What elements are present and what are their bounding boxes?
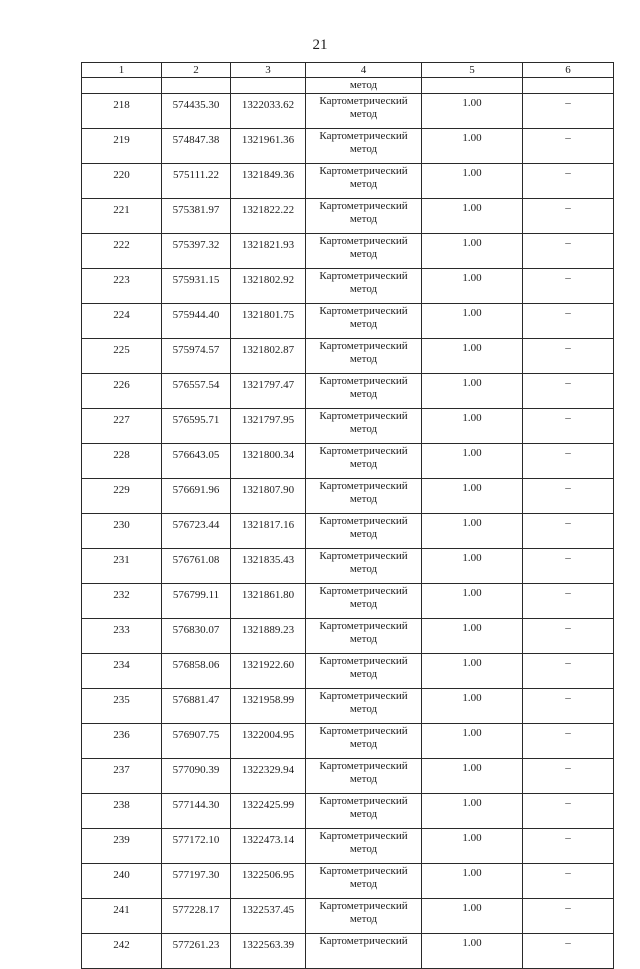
description-cell: – — [523, 199, 614, 234]
x-coordinate-cell: 577090.39 — [162, 759, 231, 794]
y-coordinate-cell: 1322004.95 — [231, 724, 306, 759]
table-row — [82, 864, 614, 899]
point-number-cell: 220 — [82, 164, 162, 199]
point-number-cell: 228 — [82, 444, 162, 479]
description-cell: – — [523, 549, 614, 584]
precision-cell: 1.00 — [422, 374, 523, 409]
method-line-1: Картометрический — [319, 270, 408, 282]
x-coordinate-cell: 576691.96 — [162, 479, 231, 514]
x-coordinate-cell: 576830.07 — [162, 619, 231, 654]
table-row — [82, 374, 614, 409]
table-row — [82, 619, 614, 654]
method-cell — [306, 934, 422, 969]
x-coordinate-cell: 576643.05 — [162, 444, 231, 479]
method-cell — [306, 899, 422, 934]
table-row — [82, 269, 614, 304]
table-row — [82, 444, 614, 479]
method-line-1: Картометрический — [319, 865, 408, 877]
method-line-2: метод — [349, 913, 378, 925]
method-line-1: Картометрический — [319, 900, 408, 912]
description-cell: – — [523, 269, 614, 304]
table-row — [82, 94, 614, 129]
description-cell: – — [523, 619, 614, 654]
method-line-1: Картометрический — [319, 620, 408, 632]
x-coordinate-cell: 575381.97 — [162, 199, 231, 234]
table-row — [82, 234, 614, 269]
method-line-2: метод — [349, 458, 378, 470]
x-coordinate-cell: 575931.15 — [162, 269, 231, 304]
table-row — [82, 514, 614, 549]
precision-cell: 1.00 — [422, 234, 523, 269]
description-cell: – — [523, 94, 614, 129]
precision-cell: 1.00 — [422, 654, 523, 689]
method-cell — [306, 829, 422, 864]
x-coordinate-cell: 577228.17 — [162, 899, 231, 934]
method-line-2: метод — [349, 353, 378, 365]
description-cell: – — [523, 234, 614, 269]
point-number-cell: 236 — [82, 724, 162, 759]
y-coordinate-cell: 1321807.90 — [231, 479, 306, 514]
description-cell: – — [523, 479, 614, 514]
column-header: 5 — [422, 63, 523, 78]
precision-cell: 1.00 — [422, 164, 523, 199]
method-line-1: Картометрический — [319, 235, 408, 247]
method-line-1: Картометрический — [319, 935, 408, 947]
method-line-1: Картометрический — [319, 410, 408, 422]
y-coordinate-cell: 1321802.87 — [231, 339, 306, 374]
y-coordinate-cell: 1322329.94 — [231, 759, 306, 794]
precision-cell: 1.00 — [422, 339, 523, 374]
table-row — [82, 654, 614, 689]
method-line-2: метод — [349, 738, 378, 750]
y-coordinate-cell: 1322506.95 — [231, 864, 306, 899]
method-line-2: метод — [349, 633, 378, 645]
x-coordinate-cell: 575397.32 — [162, 234, 231, 269]
y-coordinate-cell: 1321922.60 — [231, 654, 306, 689]
y-coordinate-cell: 1321961.36 — [231, 129, 306, 164]
y-coordinate-cell: 1321801.75 — [231, 304, 306, 339]
x-coordinate-cell: 576907.75 — [162, 724, 231, 759]
x-coordinate-cell: 576595.71 — [162, 409, 231, 444]
coordinates-table — [81, 62, 614, 969]
table-row — [82, 479, 614, 514]
y-coordinate-cell: 1321889.23 — [231, 619, 306, 654]
precision-cell: 1.00 — [422, 864, 523, 899]
x-coordinate-cell: 576858.06 — [162, 654, 231, 689]
table-row — [82, 794, 614, 829]
description-cell: – — [523, 129, 614, 164]
method-cell — [306, 339, 422, 374]
column-header: 2 — [162, 63, 231, 78]
point-number-cell: 224 — [82, 304, 162, 339]
precision-cell: 1.00 — [422, 899, 523, 934]
y-coordinate-cell: 1321821.93 — [231, 234, 306, 269]
method-cell — [306, 409, 422, 444]
continuation-row — [82, 78, 614, 94]
description-cell: – — [523, 689, 614, 724]
precision-cell: 1.00 — [422, 129, 523, 164]
point-number-cell: 226 — [82, 374, 162, 409]
y-coordinate-cell: 1321849.36 — [231, 164, 306, 199]
point-number-cell: 242 — [82, 934, 162, 969]
method-line-2: метод — [349, 703, 378, 715]
method-line-1: Картометрический — [319, 515, 408, 527]
method-cell — [306, 479, 422, 514]
table-row — [82, 759, 614, 794]
table-row — [82, 164, 614, 199]
point-number-cell: 231 — [82, 549, 162, 584]
method-cell — [306, 654, 422, 689]
method-line-1: Картометрический — [319, 585, 408, 597]
x-coordinate-cell: 576761.08 — [162, 549, 231, 584]
x-coordinate-cell: 576881.47 — [162, 689, 231, 724]
point-number-cell: 227 — [82, 409, 162, 444]
table-row — [82, 899, 614, 934]
y-coordinate-cell: 1321958.99 — [231, 689, 306, 724]
method-cell — [306, 444, 422, 479]
method-cell — [306, 164, 422, 199]
continuation-method-cell: метод — [306, 78, 422, 94]
x-coordinate-cell: 575974.57 — [162, 339, 231, 374]
method-line-2: метод — [349, 668, 378, 680]
description-cell: – — [523, 654, 614, 689]
method-cell — [306, 864, 422, 899]
column-header: 6 — [523, 63, 614, 78]
x-coordinate-cell: 575944.40 — [162, 304, 231, 339]
table-row — [82, 724, 614, 759]
description-cell: – — [523, 934, 614, 969]
method-line-1: Картометрический — [319, 340, 408, 352]
method-line-2: метод — [349, 318, 378, 330]
method-line-1: Картометрический — [319, 725, 408, 737]
method-line-1: Картометрический — [319, 130, 408, 142]
precision-cell: 1.00 — [422, 689, 523, 724]
y-coordinate-cell: 1322425.99 — [231, 794, 306, 829]
table-row — [82, 199, 614, 234]
method-line-1: Картометрический — [319, 200, 408, 212]
description-cell: – — [523, 724, 614, 759]
method-line-2: метод — [349, 528, 378, 540]
method-line-1: Картометрический — [319, 550, 408, 562]
column-header: 1 — [82, 63, 162, 78]
method-cell — [306, 689, 422, 724]
precision-cell: 1.00 — [422, 619, 523, 654]
point-number-cell: 229 — [82, 479, 162, 514]
page-number: 21 — [312, 37, 328, 53]
point-number-cell: 230 — [82, 514, 162, 549]
description-cell: – — [523, 304, 614, 339]
method-cell — [306, 199, 422, 234]
x-coordinate-cell: 577144.30 — [162, 794, 231, 829]
method-cell — [306, 374, 422, 409]
method-line-2: метод — [349, 493, 378, 505]
y-coordinate-cell: 1322563.39 — [231, 934, 306, 969]
method-cell — [306, 304, 422, 339]
method-line-1: Картометрический — [319, 165, 408, 177]
description-cell: – — [523, 864, 614, 899]
precision-cell: 1.00 — [422, 584, 523, 619]
table-header-row — [82, 63, 614, 78]
description-cell: – — [523, 514, 614, 549]
y-coordinate-cell: 1322537.45 — [231, 899, 306, 934]
method-line-2: метод — [349, 283, 378, 295]
method-line-1: Картометрический — [319, 480, 408, 492]
point-number-cell: 234 — [82, 654, 162, 689]
description-cell: – — [523, 829, 614, 864]
description-cell: – — [523, 164, 614, 199]
y-coordinate-cell: 1321822.22 — [231, 199, 306, 234]
method-line-2: метод — [349, 808, 378, 820]
method-cell — [306, 514, 422, 549]
y-coordinate-cell: 1321800.34 — [231, 444, 306, 479]
precision-cell: 1.00 — [422, 269, 523, 304]
method-cell — [306, 794, 422, 829]
point-number-cell: 218 — [82, 94, 162, 129]
precision-cell: 1.00 — [422, 479, 523, 514]
point-number-cell: 219 — [82, 129, 162, 164]
table-row — [82, 934, 614, 969]
table-row — [82, 129, 614, 164]
table-row — [82, 829, 614, 864]
precision-cell: 1.00 — [422, 794, 523, 829]
table-row — [82, 549, 614, 584]
x-coordinate-cell: 575111.22 — [162, 164, 231, 199]
point-number-cell: 221 — [82, 199, 162, 234]
description-cell: – — [523, 444, 614, 479]
y-coordinate-cell: 1321817.16 — [231, 514, 306, 549]
method-line-1: Картометрический — [319, 760, 408, 772]
method-line-2: метод — [349, 388, 378, 400]
precision-cell: 1.00 — [422, 549, 523, 584]
method-line-2: метод — [349, 598, 378, 610]
table-row — [82, 304, 614, 339]
method-line-1: Картометрический — [319, 830, 408, 842]
x-coordinate-cell: 576557.54 — [162, 374, 231, 409]
point-number-cell: 241 — [82, 899, 162, 934]
column-header: 3 — [231, 63, 306, 78]
precision-cell: 1.00 — [422, 444, 523, 479]
point-number-cell: 233 — [82, 619, 162, 654]
description-cell: – — [523, 339, 614, 374]
y-coordinate-cell: 1322473.14 — [231, 829, 306, 864]
method-line-2: метод — [349, 108, 378, 120]
description-cell: – — [523, 374, 614, 409]
description-cell: – — [523, 409, 614, 444]
y-coordinate-cell: 1321861.80 — [231, 584, 306, 619]
column-header: 4 — [306, 63, 422, 78]
method-line-2: метод — [349, 143, 378, 155]
method-cell — [306, 584, 422, 619]
method-line-2: метод — [349, 773, 378, 785]
method-cell — [306, 234, 422, 269]
x-coordinate-cell: 577197.30 — [162, 864, 231, 899]
point-number-cell: 237 — [82, 759, 162, 794]
precision-cell: 1.00 — [422, 759, 523, 794]
point-number-cell: 240 — [82, 864, 162, 899]
precision-cell: 1.00 — [422, 304, 523, 339]
method-line-2: метод — [349, 213, 378, 225]
x-coordinate-cell: 574847.38 — [162, 129, 231, 164]
method-line-2: метод — [349, 843, 378, 855]
method-line-1: Картометрический — [319, 655, 408, 667]
y-coordinate-cell: 1321797.47 — [231, 374, 306, 409]
point-number-cell: 222 — [82, 234, 162, 269]
method-line-2: метод — [349, 878, 378, 890]
method-cell — [306, 269, 422, 304]
point-number-cell: 223 — [82, 269, 162, 304]
precision-cell: 1.00 — [422, 94, 523, 129]
method-cell — [306, 759, 422, 794]
point-number-cell: 225 — [82, 339, 162, 374]
y-coordinate-cell: 1321797.95 — [231, 409, 306, 444]
precision-cell: 1.00 — [422, 829, 523, 864]
method-cell — [306, 619, 422, 654]
table-row — [82, 409, 614, 444]
description-cell: – — [523, 584, 614, 619]
x-coordinate-cell: 576723.44 — [162, 514, 231, 549]
method-cell — [306, 94, 422, 129]
x-coordinate-cell: 577172.10 — [162, 829, 231, 864]
method-cell — [306, 129, 422, 164]
precision-cell: 1.00 — [422, 199, 523, 234]
point-number-cell: 235 — [82, 689, 162, 724]
y-coordinate-cell: 1322033.62 — [231, 94, 306, 129]
method-line-1: Картометрический — [319, 445, 408, 457]
method-line-1: Картометрический — [319, 305, 408, 317]
y-coordinate-cell: 1321835.43 — [231, 549, 306, 584]
method-line-2: метод — [349, 178, 378, 190]
point-number-cell: 239 — [82, 829, 162, 864]
method-line-1: Картометрический — [319, 375, 408, 387]
method-line-2: метод — [349, 248, 378, 260]
precision-cell: 1.00 — [422, 934, 523, 969]
x-coordinate-cell: 574435.30 — [162, 94, 231, 129]
precision-cell: 1.00 — [422, 514, 523, 549]
table-row — [82, 339, 614, 374]
precision-cell: 1.00 — [422, 724, 523, 759]
point-number-cell: 238 — [82, 794, 162, 829]
table-row — [82, 584, 614, 619]
description-cell: – — [523, 794, 614, 829]
table-row — [82, 689, 614, 724]
method-line-1: Картометрический — [319, 95, 408, 107]
method-line-1: Картометрический — [319, 795, 408, 807]
method-cell — [306, 724, 422, 759]
x-coordinate-cell: 576799.11 — [162, 584, 231, 619]
precision-cell: 1.00 — [422, 409, 523, 444]
method-cell — [306, 549, 422, 584]
method-line-2: метод — [349, 423, 378, 435]
y-coordinate-cell: 1321802.92 — [231, 269, 306, 304]
description-cell: – — [523, 759, 614, 794]
x-coordinate-cell: 577261.23 — [162, 934, 231, 969]
point-number-cell: 232 — [82, 584, 162, 619]
method-line-2: метод — [349, 563, 378, 575]
method-line-1: Картометрический — [319, 690, 408, 702]
description-cell: – — [523, 899, 614, 934]
